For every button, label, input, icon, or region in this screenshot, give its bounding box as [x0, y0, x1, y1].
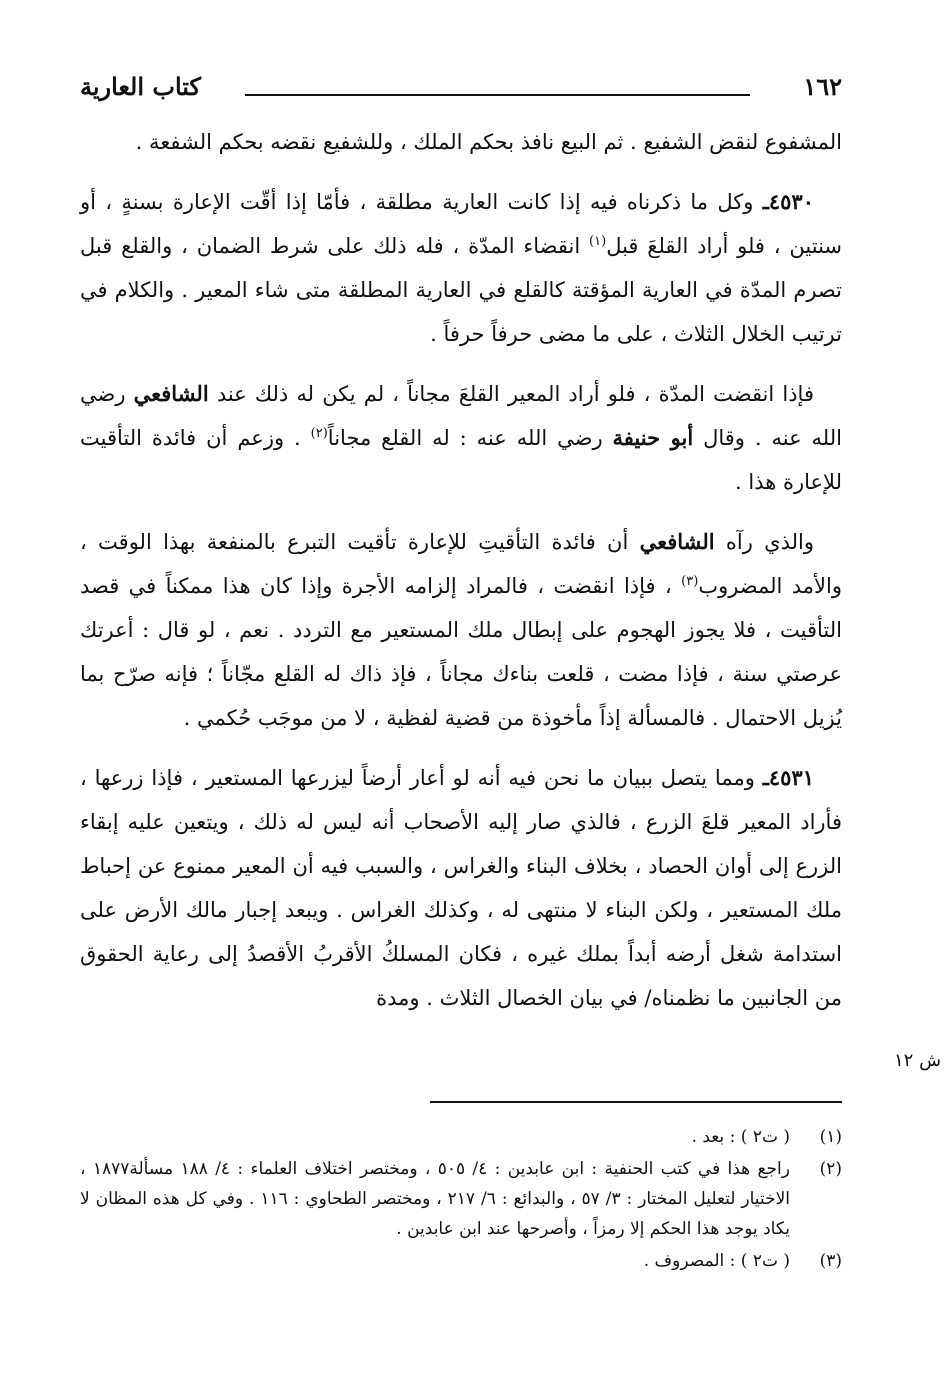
footnote-ref-3[interactable]: (٣) [681, 574, 699, 589]
paragraph-text: والذي رآه [725, 530, 814, 554]
paragraph-text: انقضاء المدّة ، فله ذلك على شرط الضمان ، والقلع قبل تصرم المدّة في العارية المؤقتة كالقلع في العارية المطلقة متى شاء المعير . والكلام في ترتيب الخلال الثلاث ، على ما مضى حرفاً حرفاً . [80, 234, 842, 346]
footnote-number: (٣) [819, 1251, 842, 1271]
running-header [80, 72, 842, 108]
paragraph-text: رضي الله عنه : له القلع مجاناً [327, 426, 603, 450]
page-number: ١٦٢ [803, 72, 842, 101]
manuscript-folio-note: ش ١٢ [894, 1050, 942, 1071]
footnote-text: ( ت٢ ) : بعد . [691, 1127, 790, 1147]
scholar-name: الشافعي [133, 381, 209, 406]
paragraph-text: المشفوع لنقض الشفيع . ثم البيع نافذ بحكم الملك ، وللشفيع نقضه بحكم الشفعة . [135, 130, 842, 154]
main-text [80, 120, 842, 1036]
paragraph-text: فإذا انقضت المدّة ، فلو أراد المعير القلعَ مجاناً ، لم يكن له ذلك عند [216, 382, 814, 406]
scholar-name: أبو حنيفة [612, 425, 694, 450]
paragraph-4530 [80, 180, 842, 356]
footnote-ref-1[interactable]: (١) [589, 234, 607, 249]
paragraph-text: ، فإذا انقضت ، فالمراد إلزامه الأجرة وإذا كان هذا ممكناً في قصد التأقيت ، فلا يجوز الهجوم على إبطال ملك المستعير مع التردد . نعم ، لو قال : أعرتك عرصتي سنة ، فإذا مضت ، قلعت بناءك مجاناً ، فإذ ذاك له القلع مجّاناً ؛ فإنه صرّح بما يُزيل الاحتمال . فالمسألة إذاً مأخوذة من قضية لفظية ، لا من موجَب حُكمي . [80, 574, 842, 730]
footnote-item [80, 1122, 842, 1152]
paragraph-4531 [80, 756, 842, 1020]
footnote-text: ( ت٢ ) : المصروف . [643, 1251, 790, 1271]
paragraph-continuation [80, 120, 842, 164]
paragraph-expiry [80, 372, 842, 504]
paragraph-number: ٤٥٣٠ـ [762, 189, 814, 214]
footnote-number: (٢) [819, 1159, 842, 1179]
footnote-separator [430, 1101, 842, 1103]
header-rule [245, 94, 750, 96]
footnote-text: راجع هذا في كتب الحنفية : ابن عابدين : ٤/ ٥٠٥ ، ومختصر اختلاف العلماء : ٤/ ١٨٨ مسألة١٨٧٧ ، الاختيار لتعليل المختار : ٣/ ٥٧ ، والبدائع : ٦/ ٢١٧ ، ومختصر الطحاوي : ١١٦ . وفي كل هذه المظان لا يكاد يوجد هذا الحكم إلا رمزاً ، وأصرحها عند ابن عابدين . [80, 1159, 790, 1239]
paragraph-text: ومما يتصل ببيان ما نحن فيه أنه لو أعار أرضاً ليزرعها المستعير ، فإذا زرعها ، فأراد المعير قلعَ الزرع ، فالذي صار إليه الأصحاب أنه ليس له ذلك ، ويتعين عليه إبقاء الزرع إلى أوان الحصاد ، بخلاف البناء والغراس ، والسبب فيه أن المعير ممنوع عن إحباط ملك المستعير ، ولكن البناء لا منتهى له ، وكذلك الغراس . ويبعد إجبار مالك الأرض على استدامة شغل أرضه أبداً بملك غيره ، فكان المسلكُ الأقربُ الأقصدُ إلى رعاية الحقوق من الجانبين ما نظمناه/ في بيان الخصال الثلاث . ومدة [80, 766, 842, 1010]
footnote-number: (١) [819, 1127, 842, 1147]
paragraph-shafii-view [80, 520, 842, 740]
footnote-item [80, 1246, 842, 1276]
footnote-item [80, 1154, 842, 1244]
paragraph-number: ٤٥٣١ـ [762, 765, 814, 790]
paragraph-text: وكل ما ذكرناه فيه إذا كانت العارية مطلقة ، فأمّا إذا أقّت الإعارة بسنةٍ ، أو سنتين ، فلو أراد القلعَ قبل [80, 190, 842, 258]
paragraph-text: . وزعم أن فائدة التأقيت للإعارة هذا . [80, 426, 842, 494]
paragraph-text: أن فائدة التأقيتِ للإعارة تأقيت التبرع بالمنفعة بهذا الوقت ، والأمد المضروب [80, 530, 843, 598]
footnote-ref-2[interactable]: (٢) [310, 426, 328, 441]
scholar-name: الشافعي [639, 529, 715, 554]
footnotes [80, 1122, 842, 1278]
paragraph-text: رضي الله عنه . وقال [80, 382, 842, 450]
book-title: كتاب العارية [80, 72, 201, 101]
